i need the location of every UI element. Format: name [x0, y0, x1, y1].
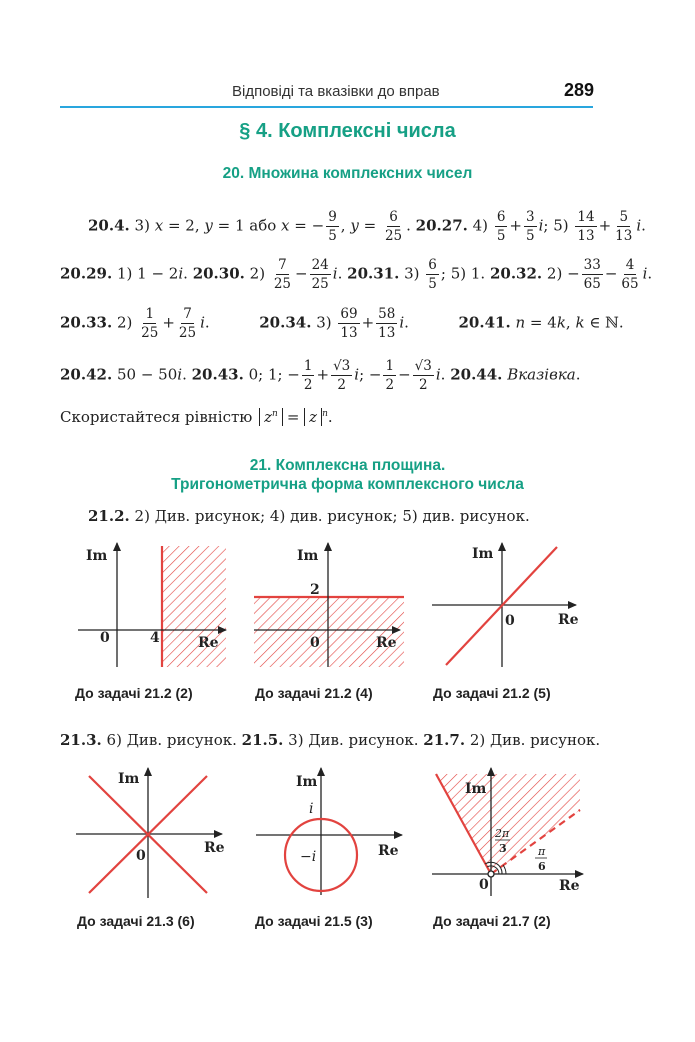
angle-label: 6 [538, 860, 546, 873]
figure-caption: До задачі 21.3 (6) [77, 913, 195, 929]
answer-line-4: 20.42. 50 − 50i. 20.43. 0; 1; − $\frac{1}{2}$ + $\frac{√3}{2}$ i; − $\frac{1}{2}$ − $\frac{√3}{2}$ i. 20.44. Вказівка. [60, 358, 581, 394]
figure-21-2-2 [68, 538, 233, 673]
figure-caption: До задачі 21.7 (2) [433, 913, 551, 929]
section-title: § 4. Комплексні числа [239, 120, 456, 142]
origin-label: 0 [136, 848, 146, 864]
fraction: $\frac{5}{13}$ [615, 209, 633, 245]
fraction: $\frac{14}{13}$ [577, 209, 595, 245]
figure-caption: До задачі 21.2 (5) [433, 685, 551, 701]
fraction: $\frac{1}{2}$ [303, 358, 313, 394]
fraction: $\frac{6}{25}$ [384, 209, 403, 245]
answer-line-2: 20.29. 1) 1 − 2i. 20.30. 2) $\frac{7}{25}$ − $\frac{24}{25}$ i. 20.31. 3) $\frac{6}{5}$ ; 5) 1. 20.32. 2) − $\frac{33}{65}$ − $\frac{4}{65}$ i. [60, 257, 653, 293]
fraction: $\frac{9}{5}$ [328, 209, 337, 245]
angle-label: 2π [495, 827, 510, 840]
figure-21-5-3 [252, 763, 412, 903]
im-label: Im [297, 548, 319, 564]
angle-arc [503, 865, 506, 874]
subsection-title-21-line2: Тригонометрична форма комплексного числа [171, 476, 524, 493]
im-label: Im [296, 774, 318, 790]
running-header: Відповіді та вказівки до вправ [232, 83, 440, 100]
answer-line-3: 20.33. 2) $\frac{1}{25}$ + $\frac{7}{25}$ i. 20.34. 3) $\frac{69}{13}$ + $\frac{58}{13}$ i. 20.41. n = 4k, k ∈ ℕ. [60, 306, 624, 342]
im-label: Im [472, 546, 494, 562]
origin-label: 0 [310, 635, 320, 651]
header-rule [60, 106, 593, 108]
answer-line-6: 21.2. 2) Див. рисунок; 4) див. рисунок; 5) див. рисунок. [88, 507, 530, 525]
figure-21-3-6 [72, 763, 232, 903]
figure-21-7-2 [428, 763, 593, 903]
fraction: $\frac{58}{13}$ [378, 306, 396, 342]
minus-i-label: −i [300, 849, 317, 865]
i-label: i [309, 801, 314, 817]
figure-21-2-4 [250, 538, 410, 673]
subsection-title-21: 21. Комплексна площина. [249, 457, 446, 474]
re-label: Re [376, 635, 397, 651]
hatched-region [254, 597, 404, 667]
re-label: Re [378, 843, 399, 859]
fraction: $\frac{69}{13}$ [340, 306, 358, 342]
answer-line-5: Скористайтеся рівністю $z^n = z$ $^n$. [60, 408, 333, 426]
answer-line-7: 21.3. 6) Див. рисунок. 21.5. 3) Див. рисунок. 21.7. 2) Див. рисунок. [60, 731, 601, 749]
fraction: $\frac{24}{25}$ [311, 257, 329, 293]
fraction: $\frac{4}{65}$ [621, 257, 639, 293]
origin-label: 0 [100, 630, 110, 646]
origin-point [488, 871, 494, 877]
origin-label: 0 [479, 877, 489, 893]
fraction: $\frac{1}{2}$ [385, 358, 395, 394]
re-label: Re [559, 878, 580, 894]
im-label: Im [118, 771, 140, 787]
tick-label: 2 [310, 582, 320, 598]
angle-label: π [538, 845, 546, 858]
im-label: Im [465, 781, 487, 797]
tick-label: 4 [150, 630, 160, 646]
fraction: $\frac{7}{25}$ [273, 257, 292, 293]
subsection-title-20: 20. Множина комплексних чисел [222, 165, 473, 182]
re-label: Re [204, 840, 225, 856]
fraction: $\frac{3}{5}$ [525, 209, 535, 245]
figure-21-2-5 [428, 538, 588, 673]
fraction: $\frac{7}{25}$ [178, 306, 197, 342]
im-label: Im [86, 548, 108, 564]
fraction: $\frac{√3}{2}$ [333, 358, 351, 394]
figure-caption: До задачі 21.5 (3) [255, 913, 373, 929]
fraction: $\frac{6}{5}$ [428, 257, 437, 293]
hatched-region [436, 774, 580, 874]
answer-line-1: 20.4. 3) x = 2, y = 1 або x = − $\frac{9}{5}$ , y = $\frac{6}{25}$ . 20.27. 4) $\frac{6}{5}$ + $\frac{3}{5}$ i; 5) $\frac{14}{13}$ + $\frac{5}{13}$ i. [88, 209, 646, 245]
origin-label: 0 [505, 613, 515, 629]
figure-caption: До задачі 21.2 (4) [255, 685, 373, 701]
re-label: Re [198, 635, 219, 651]
fraction: $\frac{√3}{2}$ [414, 358, 432, 394]
re-label: Re [558, 612, 579, 628]
fraction: $\frac{6}{5}$ [496, 209, 506, 245]
page-number: 289 [564, 80, 595, 100]
fraction: $\frac{33}{65}$ [583, 257, 601, 293]
angle-label: 3 [499, 842, 507, 855]
fraction: $\frac{1}{25}$ [141, 306, 159, 342]
figure-caption: До задачі 21.2 (2) [75, 685, 193, 701]
